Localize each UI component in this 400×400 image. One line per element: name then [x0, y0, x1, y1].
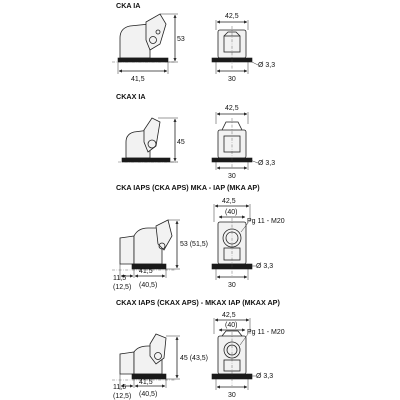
front-view [212, 105, 275, 180]
cable-entry [120, 236, 134, 264]
hole-diameter: Ø 3,3 [256, 373, 274, 380]
hole-diameter: Ø 3,3 [258, 160, 276, 167]
base-plate [122, 158, 170, 162]
section-cka-iaps [112, 183, 285, 291]
base-dimension: 30 [228, 282, 236, 289]
section-title: CKAX IA [116, 92, 146, 101]
base-dimension: 30 [228, 76, 236, 83]
section-ckax-ia [116, 92, 275, 180]
thread-size: Pg 11 - M20 [247, 218, 285, 225]
hole-diameter: Ø 3,3 [256, 263, 274, 270]
height-dimension: 53 (51,5) [180, 241, 209, 248]
thread-size: Pg 11 - M20 [247, 329, 285, 336]
section-title: CKA IA [116, 1, 141, 10]
offset-dimension-alt: (12,5) [113, 284, 132, 291]
front-width-dimension: 42,5 [225, 105, 239, 112]
locking-lever [144, 118, 160, 152]
width-dimension: 41,5 [139, 268, 153, 275]
front-width-dimension: 42,5 [222, 198, 236, 205]
housing-body [120, 24, 150, 58]
front-view [212, 13, 275, 83]
base-dimension: 30 [228, 173, 236, 180]
offset-dimension: 11,5 [113, 275, 127, 282]
height-dimension: 53 [177, 36, 185, 43]
base-plate [118, 58, 168, 62]
front-width-dimension-alt: (40) [225, 209, 238, 216]
section-title: CKAX IAPS (CKAX APS) - MKAX IAP (MKAX AP) [116, 298, 280, 307]
front-view [212, 198, 285, 289]
width-dimension-alt: (40,5) [139, 391, 158, 398]
offset-dimension-alt: (12,5) [113, 393, 132, 400]
cable-entry [120, 352, 134, 374]
front-width-dimension: 42,5 [222, 312, 236, 319]
section-ckax-iaps [112, 298, 285, 400]
width-dimension: 41,5 [139, 379, 153, 386]
side-view [112, 220, 208, 291]
front-width-dimension-alt: (40) [225, 322, 238, 329]
section-cka-ia [112, 1, 275, 83]
side-view [112, 14, 185, 83]
width-dimension: 41,5 [131, 76, 145, 83]
height-dimension: 45 [177, 139, 185, 146]
section-title: CKA IAPS (CKA APS) MKA - IAP (MKA AP) [116, 183, 260, 192]
base-dimension: 30 [228, 392, 236, 399]
height-dimension: 45 (43,5) [180, 355, 209, 362]
offset-dimension: 11,5 [113, 384, 127, 391]
side-view [118, 118, 185, 162]
width-dimension-alt: (40,5) [139, 282, 158, 289]
front-view [212, 312, 285, 399]
front-width-dimension: 42,5 [225, 13, 239, 20]
hole-diameter: Ø 3,3 [258, 62, 276, 69]
side-view [112, 334, 208, 400]
